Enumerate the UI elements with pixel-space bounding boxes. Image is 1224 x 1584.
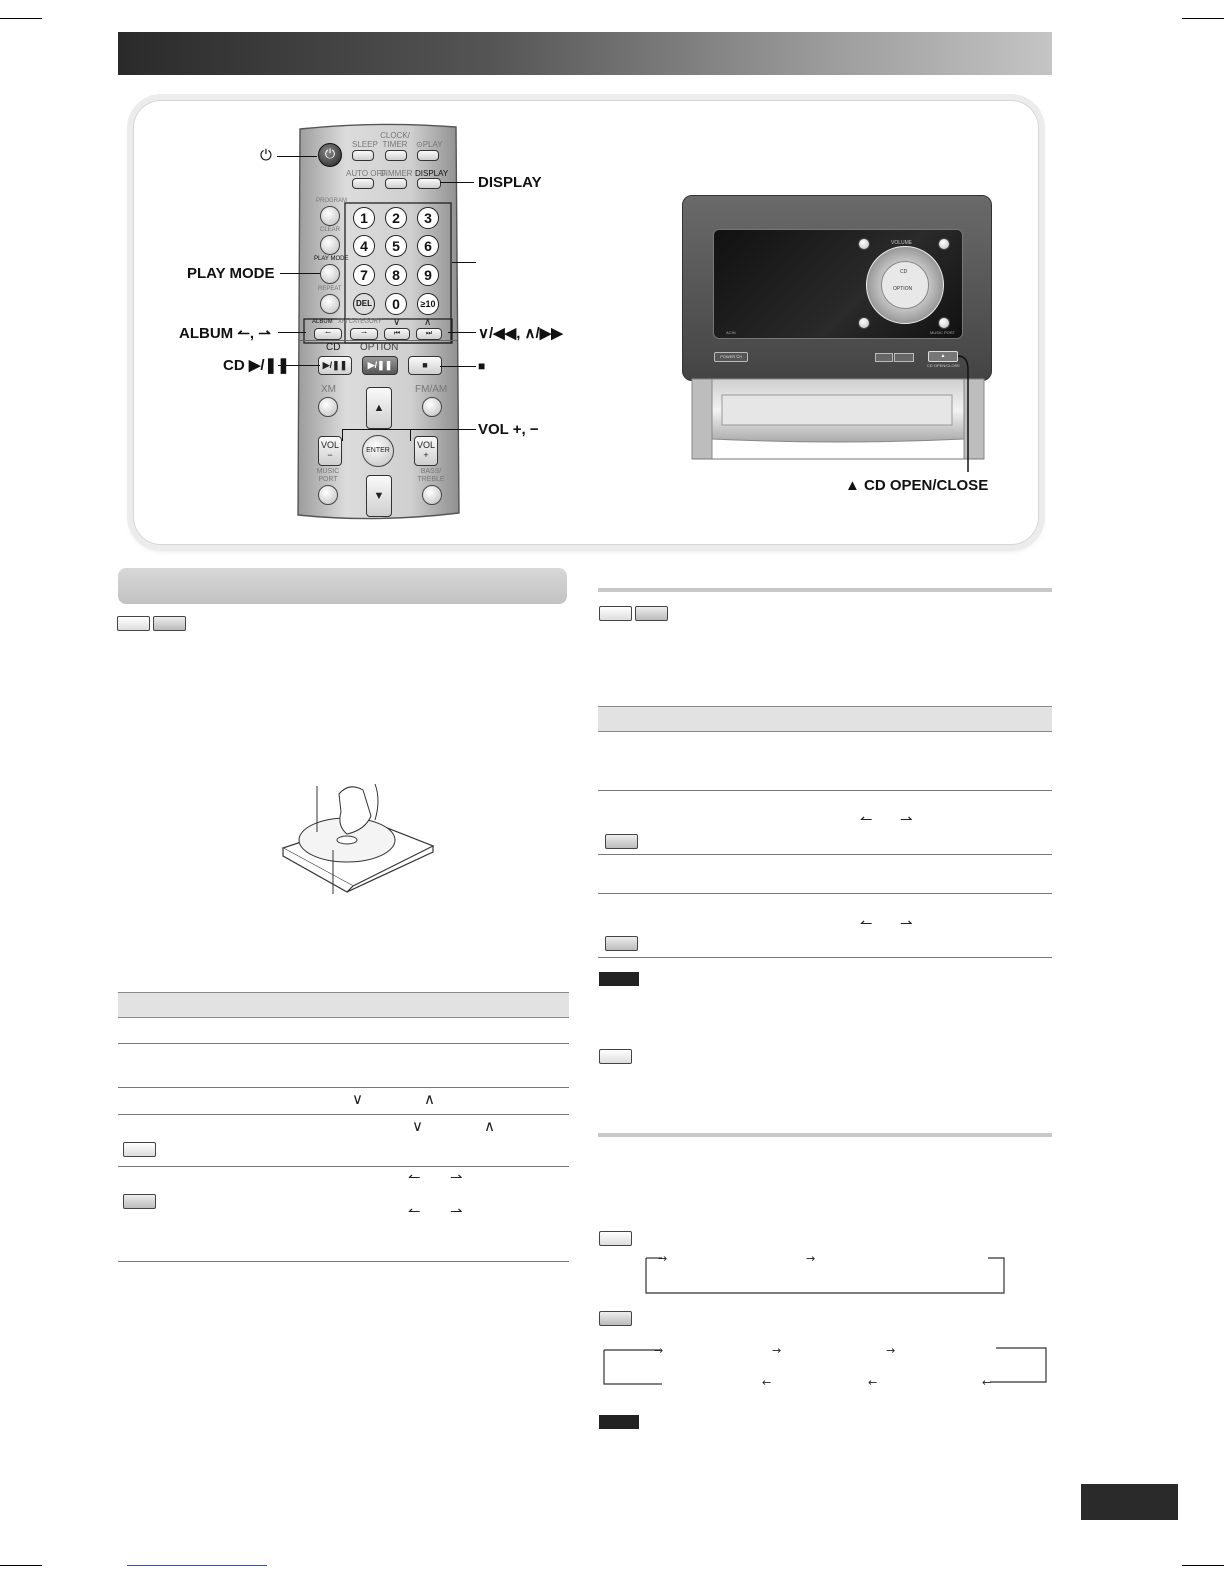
media-tag-mp3 <box>153 616 186 631</box>
cd-cycle-diagram <box>640 1248 1010 1298</box>
right-section-rule <box>598 1133 1052 1137</box>
crop-mark <box>1182 1565 1224 1566</box>
power-callout: ⏻ <box>260 147 272 164</box>
album-leader <box>278 332 306 333</box>
svg-text:→: → <box>772 1344 782 1357</box>
del-button[interactable]: DEL <box>353 293 375 315</box>
number-button-10plus[interactable]: ≥10 <box>417 293 439 315</box>
album-callout: ALBUM ↼, ⇀ <box>179 325 271 342</box>
unit-source-button-a[interactable] <box>875 353 893 362</box>
music-port-label: MUSIC PORT <box>316 468 340 483</box>
media-tag-cd <box>599 1231 632 1246</box>
vol-minus-label: VOL <box>320 440 339 450</box>
play-mode-button[interactable] <box>320 264 340 284</box>
album-down-symbol: ↼ <box>860 915 873 932</box>
xm-label: XM <box>321 384 336 395</box>
right-table-rule <box>598 957 1052 958</box>
vol-minus-sign: − <box>327 450 333 460</box>
power-leader <box>277 156 317 157</box>
vol-plus-sign: + <box>423 450 429 460</box>
media-tag-cd <box>117 616 150 631</box>
vol-plus-button[interactable] <box>414 436 438 466</box>
down-arrow-button[interactable]: ▼ <box>366 475 392 517</box>
skip-up-symbol: ∧ <box>484 1118 495 1135</box>
right-table-rule <box>598 790 1052 791</box>
dimmer-button[interactable] <box>385 178 407 189</box>
media-tag-mp3 <box>635 606 668 621</box>
skip-leader <box>448 332 476 333</box>
auto-off-button[interactable] <box>352 178 374 189</box>
skip-down-symbol: ∨ <box>412 1118 423 1135</box>
sleep-button[interactable] <box>352 150 374 161</box>
svg-text:←: ← <box>982 1376 992 1389</box>
number-button-7[interactable]: 7 <box>353 264 375 286</box>
play-mode-leader <box>280 273 320 274</box>
dial-option-label: OPTION <box>893 286 913 292</box>
number-button-6[interactable]: 6 <box>417 235 439 257</box>
number-button-8[interactable]: 8 <box>385 264 407 286</box>
enter-button[interactable]: ENTER <box>362 435 394 467</box>
crop-mark <box>0 1565 42 1566</box>
vol-plus-leader <box>410 429 411 441</box>
cd-play-callout: CD ▶/❚❚ <box>223 357 290 374</box>
number-button-5[interactable]: 5 <box>385 235 407 257</box>
up-arrow-button[interactable]: ▲ <box>366 387 392 429</box>
clock-timer-label: CLOCK/ TIMER <box>380 131 410 149</box>
skip-down-symbol: ∨ <box>393 317 401 328</box>
left-table-rule <box>118 1261 569 1262</box>
number-button-3[interactable]: 3 <box>417 207 439 229</box>
album-down-symbol: ↼ <box>860 811 873 828</box>
album-down-symbol: ↼ <box>408 1169 421 1186</box>
power-button[interactable] <box>318 143 342 167</box>
stop-leader <box>440 366 476 367</box>
cd-play-pause-button[interactable]: ▶/❚❚ <box>318 356 352 375</box>
skip-down-symbol: ∨ <box>352 1091 363 1108</box>
crop-mark <box>127 1565 267 1566</box>
svg-text:←: ← <box>762 1376 772 1389</box>
vol-leader <box>342 429 476 430</box>
album-down-symbol: ↼ <box>408 1203 421 1220</box>
left-table-rule <box>118 1114 569 1115</box>
unit-power-button[interactable]: POWER ⏻/I <box>714 352 748 362</box>
vol-minus-leader <box>342 429 343 441</box>
dial-volume-label: VOLUME <box>891 240 913 246</box>
media-tag-cd <box>123 1142 156 1157</box>
xm-category-label: XM CATEGORY <box>338 319 382 325</box>
number-button-2[interactable]: 2 <box>385 207 407 229</box>
cd-open-close-callout: ▲ CD OPEN/CLOSE <box>845 477 989 494</box>
left-table-rule <box>118 1166 569 1167</box>
play-mode-label: PLAY MODE <box>314 256 349 262</box>
media-tag-mp3 <box>599 1311 632 1326</box>
play-mode-callout: PLAY MODE <box>187 265 275 282</box>
section-title-bar <box>118 568 567 604</box>
vol-plus-label: VOL <box>416 440 435 450</box>
display-callout: DISPLAY <box>478 174 542 191</box>
stop-button[interactable]: ■ <box>408 356 442 375</box>
cd-label: CD <box>326 342 341 353</box>
clear-button[interactable] <box>320 235 340 255</box>
svg-text:→: → <box>654 1344 664 1357</box>
repeat-label: REPEAT <box>318 286 342 292</box>
media-tag-mp3 <box>605 834 638 849</box>
album-up-button[interactable]: ⇀ <box>350 328 378 340</box>
xm-button[interactable] <box>318 397 338 417</box>
note-tag <box>599 972 639 986</box>
album-label: ALBUM <box>312 319 333 325</box>
program-button[interactable] <box>320 206 340 226</box>
media-tag-mp3 <box>605 936 638 951</box>
left-table-header <box>118 992 569 1018</box>
unit-music-port-label: MUSIC PORT <box>930 330 956 335</box>
option-label: OPTION <box>360 342 399 353</box>
stop-callout: ■ <box>478 359 486 373</box>
program-label: PROGRAM <box>316 198 348 204</box>
crop-mark <box>0 18 42 19</box>
vol-minus-button[interactable] <box>318 436 342 466</box>
mp3-cycle-diagram <box>598 1340 1058 1390</box>
bass-treble-label: BASS/ TREBLE <box>417 468 445 483</box>
unit-acin-label: ACIN <box>726 330 736 335</box>
bass-treble-button[interactable] <box>422 485 442 505</box>
left-table-rule <box>118 1043 569 1044</box>
album-up-symbol: ⇀ <box>900 915 913 932</box>
note-tag <box>599 1415 639 1429</box>
display-leader <box>440 182 474 183</box>
number-button-4[interactable]: 4 <box>353 235 375 257</box>
cd-play-leader <box>278 365 320 366</box>
media-tag-cd <box>599 606 632 621</box>
sleep-label: SLEEP <box>352 140 378 149</box>
unit-source-button-b[interactable] <box>894 353 914 362</box>
unit-fm-button[interactable] <box>938 238 950 250</box>
repeat-button[interactable] <box>320 294 340 314</box>
unit-xm-button[interactable] <box>858 238 870 250</box>
right-table-rule <box>598 893 1052 894</box>
fm-am-button[interactable] <box>422 397 442 417</box>
fm-am-label: FM/AM <box>415 384 448 395</box>
clear-label: CLEAR <box>320 227 341 233</box>
cd-open-leader <box>940 350 980 490</box>
unit-cd-open-close-button[interactable]: ▲ <box>928 351 958 362</box>
remote-control <box>296 123 460 521</box>
number-button-1[interactable]: 1 <box>353 207 375 229</box>
crop-mark <box>1182 18 1224 19</box>
unit-cd-open-close-label: CD OPEN/CLOSE <box>927 363 960 368</box>
page-header-bar <box>118 32 1052 75</box>
album-down-button[interactable]: ↼ <box>314 328 342 340</box>
unit-stop-button[interactable] <box>858 317 870 329</box>
skip-forward-button[interactable]: ⏭ <box>416 328 442 340</box>
unit-music-port-button[interactable] <box>938 317 950 329</box>
right-table-header <box>598 706 1052 732</box>
option-play-pause-button[interactable]: ▶/❚❚ <box>362 356 398 375</box>
dial-cd-label: CD <box>900 269 908 275</box>
music-port-button[interactable] <box>318 485 338 505</box>
svg-text:←: ← <box>868 1376 878 1389</box>
skip-up-symbol: ∧ <box>424 1091 435 1108</box>
display-button[interactable] <box>417 178 441 189</box>
display-label: DISPLAY <box>415 169 449 178</box>
svg-text:→: → <box>886 1344 896 1357</box>
numpad-leader <box>452 262 476 263</box>
number-button-0[interactable]: 0 <box>385 293 407 315</box>
svg-text:→: → <box>658 1252 668 1265</box>
auto-off-label: AUTO OFF <box>346 169 387 178</box>
vol-callout: VOL +, − <box>478 421 539 438</box>
power-icon: ⏻ <box>324 146 336 161</box>
right-table-rule <box>598 854 1052 855</box>
skip-back-button[interactable]: ⏮ <box>384 328 410 340</box>
right-section-rule <box>598 588 1052 592</box>
page-number-box <box>1081 1484 1178 1520</box>
album-up-symbol: ⇀ <box>450 1203 463 1220</box>
left-table-rule <box>118 1087 569 1088</box>
svg-text:→: → <box>806 1252 816 1265</box>
album-up-symbol: ⇀ <box>900 811 913 828</box>
clock-timer-button[interactable] <box>385 150 407 161</box>
skip-callout: ∨/◀◀, ∧/▶▶ <box>478 325 563 342</box>
play-timer-button[interactable] <box>417 150 439 161</box>
disc-loading-illustration <box>275 776 445 896</box>
album-up-symbol: ⇀ <box>450 1169 463 1186</box>
play-timer-label: ⊙PLAY <box>416 140 443 149</box>
number-button-9[interactable]: 9 <box>417 264 439 286</box>
dimmer-label: DIMMER <box>380 169 413 178</box>
skip-up-symbol: ∧ <box>424 317 432 328</box>
media-tag-mp3 <box>123 1194 156 1209</box>
media-tag-cd <box>599 1049 632 1064</box>
